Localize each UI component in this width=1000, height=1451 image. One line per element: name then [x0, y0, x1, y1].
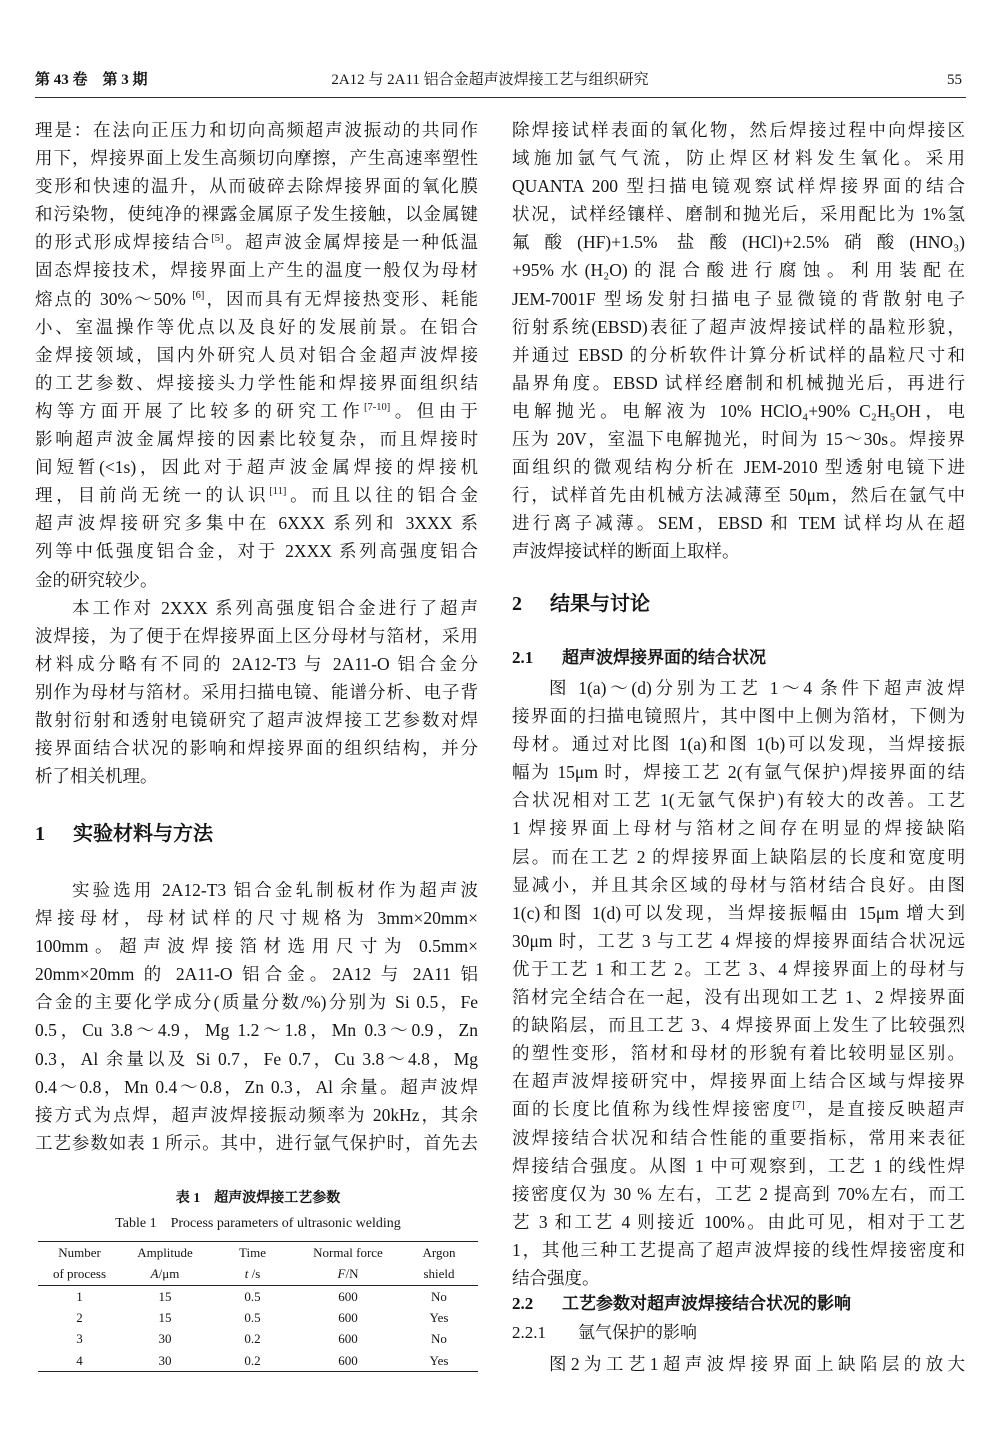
text-line: 的塑性变形，箔材和母材的形貌有着比较明显区别。: [512, 1043, 965, 1064]
table-header-cell: shield: [400, 1264, 478, 1286]
subsubsection-title: 氩气保护的影响: [578, 1323, 697, 1342]
text-line: 进行离子减薄。SEM，EBSD 和 TEM 试样均从在超: [512, 513, 965, 534]
citation-ref: [7-10]: [364, 401, 391, 413]
table-cell: No: [431, 1331, 447, 1347]
text-line: 和污染物，使纯净的裸露金属原子发生接触，以金属键: [35, 204, 478, 225]
right-column-results: [512, 674, 965, 1292]
subsection-heading: [512, 1290, 965, 1318]
table-cell: 600: [338, 1288, 358, 1304]
paragraph: [35, 594, 478, 791]
text-line: 工艺参数如表 1 所示。其中，进行氩气保护时，首先去: [35, 1132, 478, 1153]
text-line: 幅为 15μm 时，焊接工艺 2(有氩气保护)焊接界面的结: [512, 762, 965, 783]
table-caption-cn: 表 1 超声波焊接工艺参数: [175, 1191, 341, 1206]
citation-ref: [11]: [269, 486, 287, 498]
section-title: 结果与讨论: [550, 593, 650, 615]
text-line: 固态焊接技术，焊接界面上产生的温度一般仅为母材: [35, 260, 478, 281]
running-title: 2A12 与 2A11 铝合金超声波焊接工艺与组织研究: [331, 72, 649, 88]
text-line: 散射衍射和透射电镜研究了超声波焊接工艺参数对焊: [35, 709, 478, 730]
section-number: 1: [35, 823, 45, 845]
unit: /s: [248, 1266, 261, 1282]
text-line: 并通过 EBSD 的分析软件计算分析试样的晶粒尺寸和: [512, 344, 965, 365]
table-cell: 30: [158, 1331, 172, 1347]
text-line: 超声波焊接研究多集中在 6XXX 系列和 3XXX 系: [35, 513, 478, 534]
text-line: 0.5，Cu 3.8～4.9，Mg 1.2～1.8，Mn 0.3～0.9，Zn: [35, 1020, 478, 1041]
section-number: 2: [512, 593, 522, 615]
text-line: 用下，焊接界面上发生高频切向摩擦，产生高速率塑性: [35, 148, 478, 169]
citation-ref: [5]: [211, 233, 224, 245]
text-line: 优于工艺 1 和工艺 2。工艺 3、4 焊接界面上的母材与: [512, 958, 965, 979]
text-line: 图 1(a)～(d)分别为工艺 1～4 条件下超声波焊: [549, 678, 965, 698]
text-line: 接密度仅为 30 % 左右，工艺 2 提高到 70%左右，而工: [512, 1183, 965, 1204]
table-row: [38, 1286, 478, 1308]
table-header-cell: of process: [38, 1264, 121, 1286]
text-line: 30μm 时，工艺 3 与工艺 4 焊接的焊接界面结合状况远: [512, 930, 965, 951]
text-line: 20mm×20mm 的 2A11-O 铝合金。2A12 与 2A11 铝: [35, 964, 478, 985]
table-header-cell: Amplitude: [137, 1244, 193, 1260]
text-line: 0.4～0.8，Mn 0.4～0.8，Zn 0.3，Al 余量。超声波焊: [35, 1076, 478, 1097]
text-line: 列等中低强度铝合金，对于 2XXX 系列高强度铝合: [35, 541, 478, 562]
table-header-cell: [296, 1264, 400, 1286]
text-line: 域施加氩气气流，防止焊区材料发生氧化。采用: [512, 148, 965, 169]
table-cell: 3: [76, 1331, 83, 1347]
subsection-title: 超声波焊接界面的结合状况: [562, 648, 766, 667]
text-line: 除焊接试样表面的氧化物，然后焊接过程中向焊接区: [512, 120, 965, 140]
table-cell: 600: [338, 1331, 358, 1347]
text-line: 别作为母材与箔材。采用扫描电镜、能谱分析、电子背: [35, 681, 478, 702]
text-line: 图2为工艺1超声波焊接界面上缺陷层的放大: [549, 1354, 965, 1374]
text-line: 衍射系统(EBSD)表征了超声波焊接试样的晶粒形貌，: [512, 316, 965, 337]
text-line: 金焊接领域，国内外研究人员对铝合金超声波焊接: [35, 344, 478, 365]
table-header-cell: Number: [58, 1244, 101, 1260]
text-line: 接界面的扫描电镜照片，其中图中上侧为箔材，下侧为: [512, 706, 965, 727]
text-line: 显减小，并且其余区域的母材与箔材结合良好。由图: [512, 874, 965, 895]
text-line: 的形式形成焊接结合[5]。超声波金属焊接是一种低温: [35, 232, 479, 253]
header-rule: [35, 97, 966, 98]
text-line: 艺 3 和工艺 4 则接近 100%。由此可见，相对于工艺: [512, 1211, 965, 1232]
text-line: QUANTA 200 型扫描电镜观察试样焊接界面的结合: [512, 176, 965, 197]
table-cell: 0.2: [244, 1331, 261, 1347]
table-header-cell: [121, 1264, 209, 1286]
paragraph: [512, 674, 965, 1292]
table-cell: No: [431, 1288, 447, 1304]
table-cell: 600: [338, 1352, 358, 1368]
text-line: 构等方面开展了比较多的研究工作[7-10]。但由于: [35, 400, 479, 421]
text-line: 焊接母材，母材试样的尺寸规格为 3mm×20mm×: [35, 908, 478, 929]
subsection-number: 2.2: [512, 1294, 534, 1313]
left-column-methods: [35, 876, 478, 1157]
text-line: 0.3，Al 余量以及 Si 0.7，Fe 0.7，Cu 3.8～4.8，Mg: [35, 1048, 478, 1069]
table-cell: 0.5: [244, 1288, 261, 1304]
text-line: 合状况相对工艺 1(无氩气保护)有较大的改善。工艺: [512, 790, 965, 811]
text-line: 箔材完全结合在一起，没有出现如工艺 1、2 焊接界面: [512, 987, 965, 1008]
text-line: 焊接结合强度。从图 1 中可观察到，工艺 1 的线性焊: [512, 1155, 965, 1176]
section-title: 实验材料与方法: [73, 823, 213, 845]
page-number: 55: [947, 72, 962, 88]
text-line: 材料成分略有不同的 2A12-T3 与 2A11-O 铝合金分: [35, 653, 478, 674]
text-line: 1(c)和图 1(d)可以发现，当焊接振幅由 15μm 增大到: [512, 902, 965, 923]
table-cell: 0.2: [244, 1352, 261, 1368]
subsubsection-number: 2.2.1: [512, 1323, 546, 1342]
unit: /μm: [158, 1266, 180, 1282]
paragraph: [35, 876, 478, 1157]
symbol: A: [150, 1266, 159, 1282]
text-line: 母材。通过对比图 1(a)和图 1(b)可以发现，当焊接振: [512, 734, 965, 755]
table-caption-en: Table 1 Process parameters of ultrasonic welding: [115, 1216, 401, 1231]
text-line: 状况，试样经镶样、磨制和抛光后，采用配比为 1%氢: [512, 204, 965, 225]
table-cell: Yes: [429, 1352, 449, 1368]
text-line: 理，目前尚无统一的认识[11]。而且以往的铝合金: [35, 485, 479, 506]
text-line: 熔点的 30%～50% [6]，因而具有无焊接热变形、耗能: [35, 288, 478, 309]
text-line: JEM-7001F 型场发射扫描电子显微镜的背散射电子: [512, 288, 965, 309]
table-row: [38, 1307, 478, 1329]
text-line: 1 焊接界面上母材与箔材之间存在明显的焊接缺陷: [512, 818, 965, 839]
text-line: 影响超声波金属焊接的因素比较复杂，而且焊接时: [35, 429, 478, 450]
table-cell: 4: [76, 1352, 83, 1368]
unit: /N: [345, 1266, 359, 1282]
text-line: 接方式为点焊，超声波焊接振动频率为 20kHz，其余: [35, 1104, 478, 1125]
subsubsection-heading: [512, 1319, 965, 1347]
text-line: 实验选用 2A12-T3 铝合金轧制板材作为超声波: [72, 880, 478, 900]
text-line: 间短暂(<1s)，因此对于超声波金属焊接的焊接机: [35, 457, 478, 478]
text-line: 氟酸(HF)+1.5% 盐酸(HCl)+2.5%硝酸(HNO₃): [512, 232, 965, 253]
text-line: 1，其他三种工艺提高了超声波焊接的线性焊接密度和: [512, 1239, 965, 1260]
text-line: 波焊接结合状况和结合性能的重要指标，常用来表征: [512, 1127, 965, 1148]
text-line: 电解抛光。电解液为 10% HClO₄+90% C₂H₅OH，电: [512, 400, 965, 421]
table-cell: 1: [76, 1288, 83, 1304]
text-line: 100mm。超声波焊接箔材选用尺寸为 0.5mm×: [35, 936, 478, 957]
text-line: 在超声波焊接研究中，焊接界面上结合区域与焊接界: [512, 1071, 965, 1092]
left-column-intro: [35, 116, 478, 790]
text-line: 压为 20V，室温下电解抛光，时间为 15～30s。焊接界: [512, 429, 965, 450]
text-line: 合金的主要化学成分(质量分数/%)分别为 Si 0.5，Fe: [35, 992, 478, 1013]
text-line: 的工艺参数、焊接接头力学性能和焊接界面组织结: [35, 372, 478, 393]
text-line: 层。而在工艺 2 的焊接界面上缺陷层的长度和宽度明: [512, 846, 965, 867]
text-line: 面的长度比值称为线性焊接密度[7]，是直接反映超声: [512, 1099, 966, 1120]
table-cell: 0.5: [244, 1309, 261, 1325]
text-line: 本工作对 2XXX 系列高强度铝合金进行了超声: [72, 597, 478, 618]
table-row: [38, 1329, 478, 1351]
table-cell: 2: [76, 1309, 83, 1325]
table-cell: 15: [158, 1288, 172, 1304]
citation-ref: [6]: [192, 289, 205, 301]
table-header-cell: Normal force: [313, 1244, 383, 1260]
subsection-title: 工艺参数对超声波焊接结合状况的影响: [562, 1294, 851, 1313]
subsection-heading: [512, 644, 965, 672]
section-heading: [512, 590, 965, 618]
paragraph: [35, 116, 478, 594]
text-line: 声波焊接试样的断面上取样。: [512, 541, 740, 562]
text-line: 变形和快速的温升，从而破碎去除焊接界面的氧化膜: [35, 176, 478, 197]
text-line: 接界面结合状况的影响和焊接界面的组织结构，并分: [35, 738, 478, 759]
symbol: F: [337, 1266, 346, 1282]
table-header-cell: Argon: [422, 1244, 456, 1260]
text-line: 小、室温操作等优点以及良好的发展前景。在铝合: [35, 316, 478, 337]
table-cell: 30: [158, 1352, 172, 1368]
table-header-cell: [209, 1264, 296, 1286]
table-header-cell: Time: [239, 1244, 266, 1260]
volume-issue: 第 43 卷 第 3 期: [35, 72, 148, 88]
symbol: t: [244, 1266, 249, 1282]
table-cell: 15: [158, 1309, 172, 1325]
text-line: 波焊接，为了便于在焊接界面上区分母材与箔材，采用: [35, 625, 478, 646]
paragraph: [512, 1350, 965, 1378]
right-column-methods: [512, 116, 965, 566]
citation-ref: [7]: [792, 1100, 805, 1112]
text-line: 理是：在法向正压力和切向高频超声波振动的共同作: [35, 120, 478, 140]
paragraph: [512, 116, 965, 566]
section-heading: [35, 820, 478, 848]
text-line: 晶界角度。EBSD 试样经磨制和机械抛光后，再进行: [512, 372, 965, 393]
text-line: 析了相关机理。: [35, 766, 158, 787]
subsection-number: 2.1: [512, 648, 534, 667]
text-line: 的缺陷层，而且工艺 3、4 焊接界面上发生了比较强烈: [512, 1015, 965, 1036]
table-cell: Yes: [429, 1309, 449, 1325]
text-line: 结合强度。: [512, 1267, 600, 1288]
text-line: +95%水(H₂O)的混合酸进行腐蚀。利用装配在: [512, 260, 965, 281]
process-parameters-table: [38, 1241, 478, 1372]
right-column-argon: [512, 1350, 965, 1378]
text-line: 金的研究较少。: [35, 569, 158, 590]
text-line: 面组织的微观结构分析在 JEM-2010 型透射电镜下进: [512, 457, 965, 478]
table-cell: 600: [338, 1309, 358, 1325]
table-row: [38, 1350, 478, 1372]
text-line: 行，试样首先由机械方法减薄至 50μm，然后在氩气中: [512, 485, 965, 506]
